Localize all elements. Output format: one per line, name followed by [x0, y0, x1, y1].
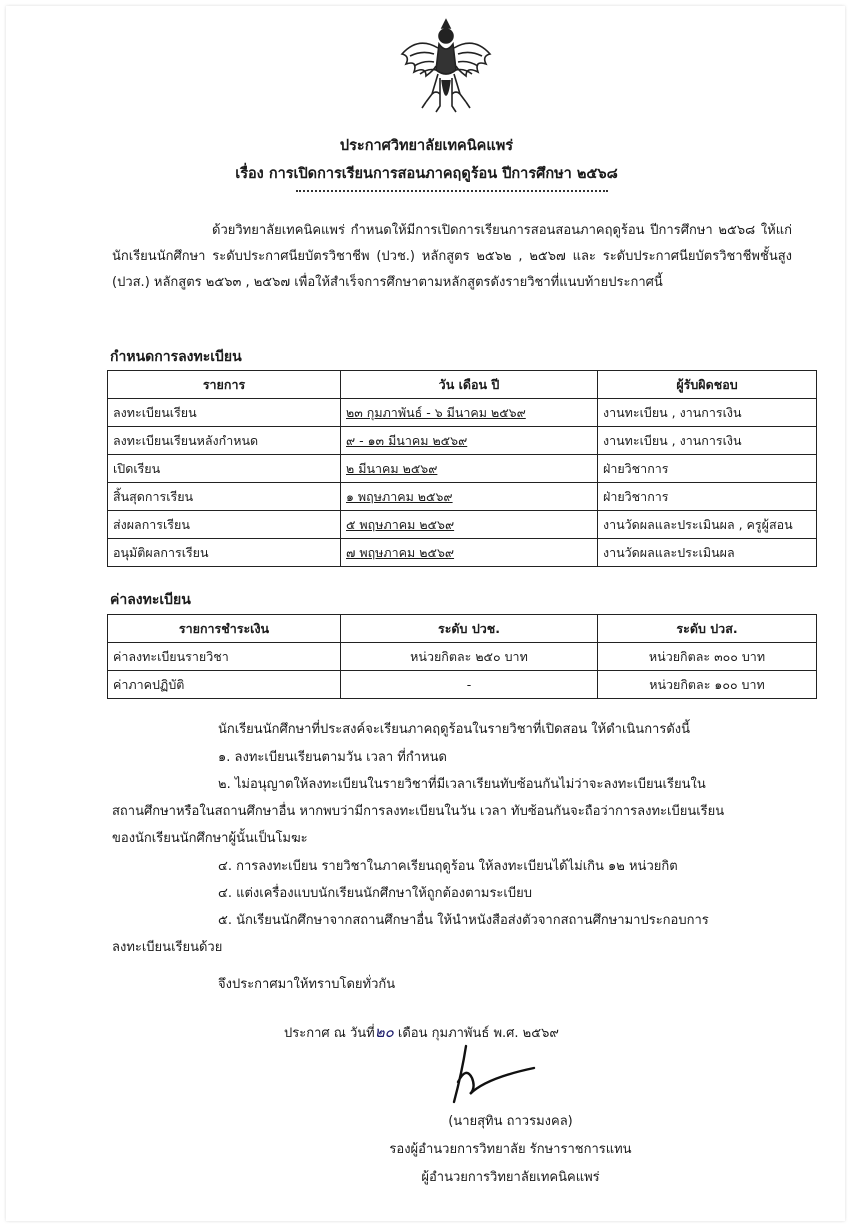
signer-name: (นายสุทิน ถาวรมงคล) [448, 1114, 573, 1129]
instruction-item-5-line-2: ลงทะเบียนเรียนด้วย [112, 940, 223, 955]
instruction-item-2-line-3: ของนักเรียนนักศึกษาผู้นั้นเป็นโมฆะ [112, 831, 308, 846]
table-row [108, 427, 817, 455]
signer-position-2: ผู้อำนวยการวิทยาลัยเทคนิคแพร่ [421, 1170, 600, 1185]
col-header-date: วัน เดือน ปี [341, 371, 598, 399]
col-header-pvc: ระดับ ปวช. [341, 615, 598, 643]
row-owner: ฝ่ายวิชาการ [598, 483, 817, 511]
table-header-row [108, 371, 817, 399]
closing-statement: จึงประกาศมาให้ทราบโดยทั่วกัน [218, 977, 396, 992]
col-header-item: รายการ [108, 371, 341, 399]
table-row [108, 511, 817, 539]
col-header-payment: รายการชำระเงิน [108, 615, 341, 643]
announcement-title: ประกาศวิทยาลัยเทคนิคแพร่ [339, 138, 514, 154]
table-row [108, 539, 817, 567]
table-row [108, 399, 817, 427]
row-owner: ฝ่ายวิชาการ [598, 455, 817, 483]
row-date: ๕ พฤษภาคม ๒๕๖๙ [346, 516, 455, 532]
fee-pvs: หน่วยกิตละ ๑๐๐ บาท [598, 671, 817, 699]
row-item: ลงทะเบียนเรียน [108, 399, 341, 427]
instructions-lead: นักเรียนนักศึกษาที่ประสงค์จะเรียนภาคฤดูร้อนในรายวิชาที่เปิดสอน ให้ดำเนินการดังนี้ [218, 722, 691, 737]
table-header-row [108, 615, 817, 643]
row-date: ๙ - ๑๓ มีนาคม ๒๕๖๙ [346, 432, 468, 448]
registration-heading: กำหนดการลงทะเบียน [110, 349, 242, 365]
fee-pvs: หน่วยกิตละ ๓๐๐ บาท [598, 643, 817, 671]
row-item: ส่งผลการเรียน [108, 511, 341, 539]
announce-day: ๒๐ [374, 1023, 394, 1041]
row-item: เปิดเรียน [108, 455, 341, 483]
table-row [108, 643, 817, 671]
announce-prefix: ประกาศ ณ วันที่ [284, 1026, 375, 1041]
fee-item: ค่าภาคปฏิบัติ [108, 671, 341, 699]
instruction-item-1: ๑. ลงทะเบียนเรียนตามวัน เวลา ที่กำหนด [218, 750, 447, 765]
announcement-subject: เรื่อง การเปิดการเรียนการสอนภาคฤดูร้อน ปีการศึกษา ๒๕๖๘ [235, 166, 618, 182]
intro-paragraph: ด้วยวิทยาลัยเทคนิคแพร่ กำหนดให้มีการเปิดการเรียนการสอนสอนภาคฤดูร้อน ปีการศึกษา ๒๕๖๘ ให้แก่นักเรียนนักศึกษา ระดับประกาศนียบัตรวิชาชีพ (ปวช.) หลักสูตร ๒๕๖๒ , ๒๕๖๗ และ ระดับประกาศนียบัตรวิชาชีพชั้นสูง (ปวส.) หลักสูตร ๒๕๖๓ , ๒๕๖๗ เพื่อให้สำเร็จการศึกษาตามหลักสูตรดังรายวิชาที่แนบท้ายประกาศนี้ [112, 223, 792, 290]
row-owner: งานทะเบียน , งานการเงิน [598, 427, 817, 455]
dotted-divider [296, 190, 608, 192]
row-date: ๗ พฤษภาคม ๒๕๖๙ [346, 544, 455, 560]
row-date: ๒๓ กุมภาพันธ์ - ๖ มีนาคม ๒๕๖๙ [346, 404, 526, 420]
row-item: สิ้นสุดการเรียน [108, 483, 341, 511]
instruction-item-3: ๔. การลงทะเบียน รายวิชาในภาคเรียนฤดูร้อน ให้ลงทะเบียนได้ไม่เกิน ๑๒ หน่วยกิต [218, 859, 678, 874]
row-owner: งานวัดผลและประเมินผล , ครูผู้สอน [598, 511, 817, 539]
col-header-pvs: ระดับ ปวส. [598, 615, 817, 643]
row-owner: งานทะเบียน , งานการเงิน [598, 399, 817, 427]
instruction-item-4: ๔. แต่งเครื่องแบบนักเรียนนักศึกษาให้ถูกต้องตามระเบียบ [218, 886, 532, 901]
announcement-date [284, 1020, 559, 1044]
instruction-item-2-line-2: สถานศึกษาหรือในสถานศึกษาอื่น หากพบว่ามีการลงทะเบียนในวัน เวลา ทับซ้อนกันจะถือว่าการลงทะเบียนเรียน [112, 804, 725, 819]
signature-icon [436, 1042, 536, 1108]
fee-pvc: - [341, 671, 598, 699]
row-owner: งานวัดผลและประเมินผล [598, 539, 817, 567]
garuda-emblem-icon [396, 14, 496, 116]
col-header-owner: ผู้รับผิดชอบ [598, 371, 817, 399]
table-row [108, 455, 817, 483]
fee-pvc: หน่วยกิตละ ๒๕๐ บาท [341, 643, 598, 671]
row-date: ๒ มีนาคม ๒๕๖๙ [346, 460, 438, 476]
fees-table [107, 614, 817, 699]
row-item: อนุมัติผลการเรียน [108, 539, 341, 567]
row-date: ๑ พฤษภาคม ๒๕๖๙ [346, 488, 453, 504]
table-row [108, 483, 817, 511]
signer-position-1: รองผู้อำนวยการวิทยาลัย รักษาราชการแทน [389, 1142, 632, 1157]
fees-heading: ค่าลงทะเบียน [110, 592, 191, 608]
instruction-item-2-line-1: ๒. ไม่อนุญาตให้ลงทะเบียนในรายวิชาที่มีเวลาเรียนทับซ้อนกันไม่ว่าจะลงทะเบียนเรียนใน [218, 777, 706, 792]
fee-item: ค่าลงทะเบียนรายวิชา [108, 643, 341, 671]
instruction-item-5-line-1: ๕. นักเรียนนักศึกษาจากสถานศึกษาอื่น ให้นำหนังสือส่งตัวจากสถานศึกษามาประกอบการ [218, 913, 709, 928]
table-row [108, 671, 817, 699]
registration-table [107, 370, 817, 567]
announce-suffix: เดือน กุมภาพันธ์ พ.ศ. ๒๕๖๙ [393, 1026, 559, 1041]
row-item: ลงทะเบียนเรียนหลังกำหนด [108, 427, 341, 455]
